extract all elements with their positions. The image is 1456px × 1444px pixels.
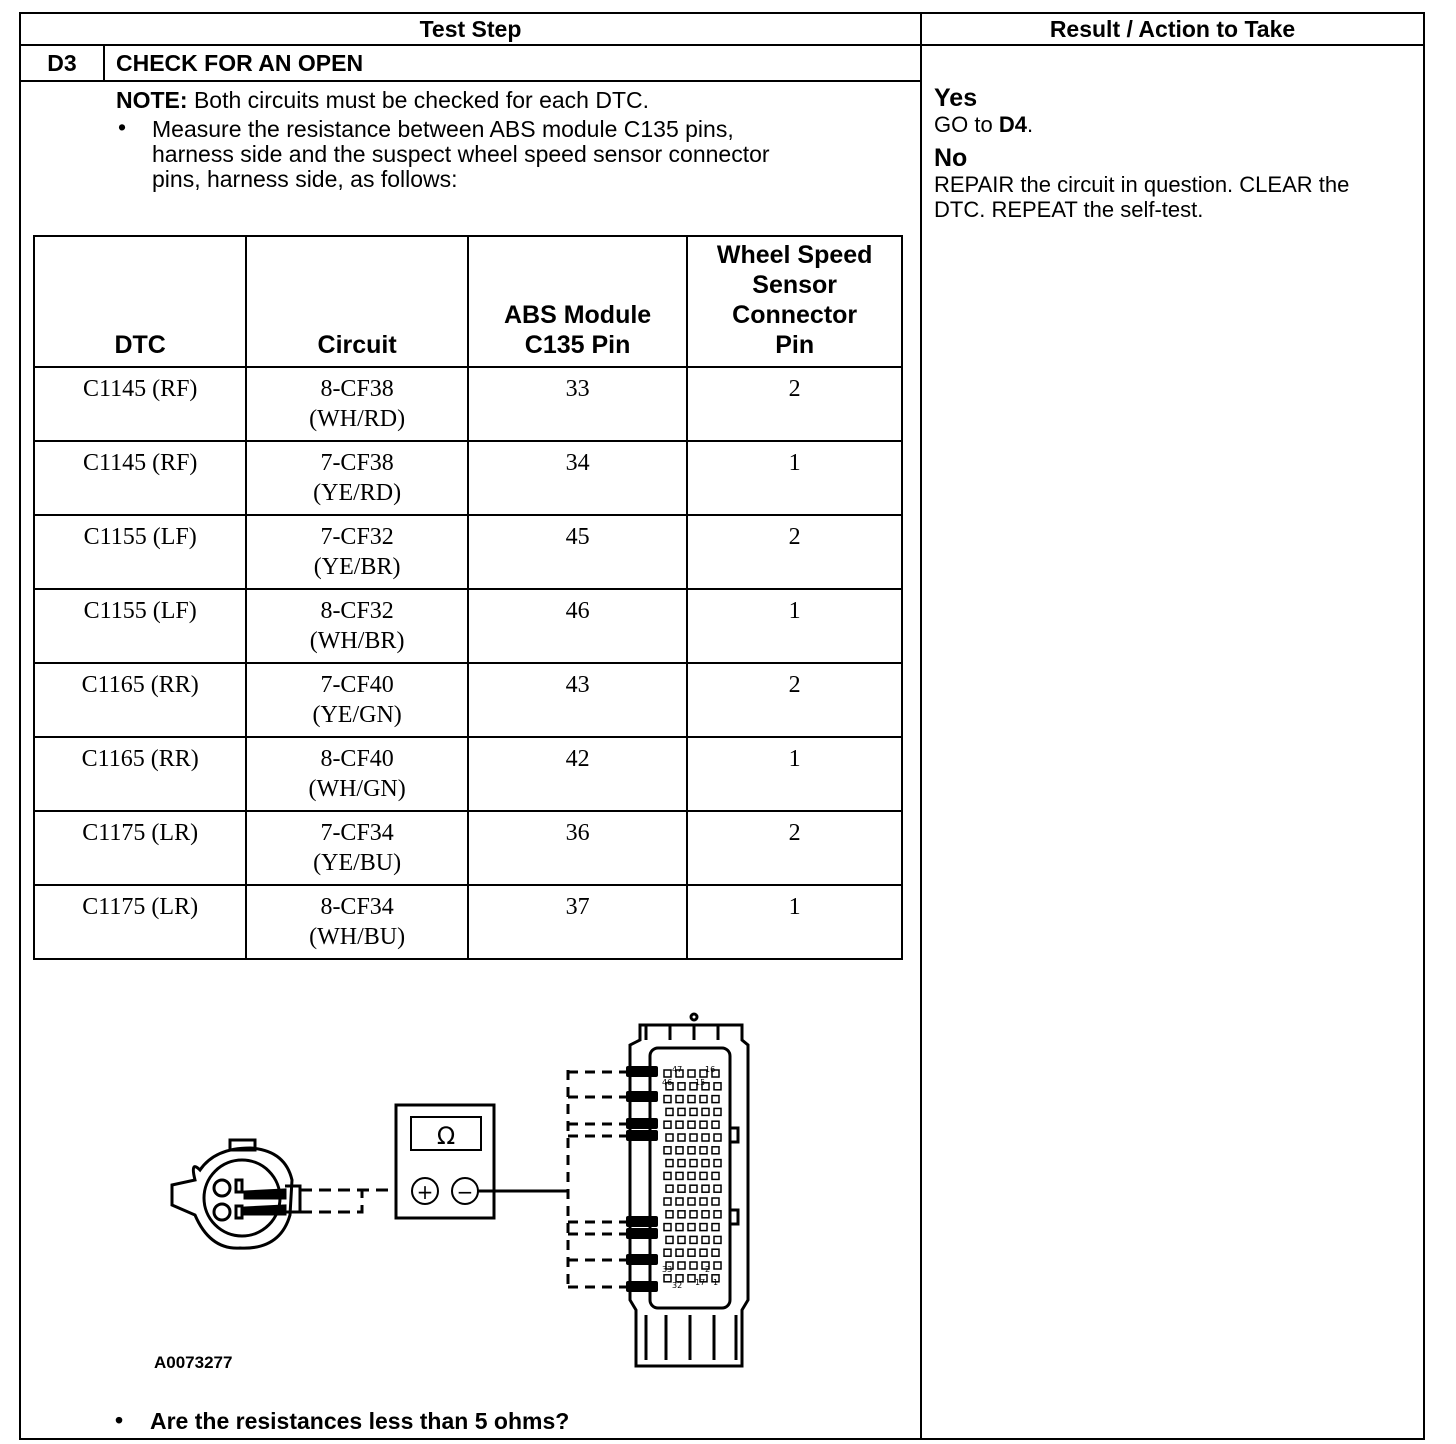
column-divider	[920, 12, 922, 1440]
table-header-row	[34, 236, 902, 367]
table-row	[34, 367, 902, 441]
bullet-dot: •	[118, 114, 127, 140]
minus-terminal: −	[456, 1180, 474, 1204]
frame-left	[19, 12, 21, 1440]
measure-line-1: Measure the resistance between ABS module C135 pins,	[152, 116, 734, 142]
step-id-divider	[103, 44, 105, 82]
measure-instruction	[152, 117, 770, 192]
note-label: NOTE:	[116, 87, 188, 113]
cell-dtc: C1175 (LR)	[34, 811, 246, 885]
col-dtc: DTC	[34, 236, 246, 367]
cell-wss-pin: 2	[687, 367, 902, 441]
cell-abs-pin: 34	[468, 441, 687, 515]
cell-wss-pin: 2	[687, 663, 902, 737]
note-text: Both circuits must be checked for each DTC.	[193, 87, 650, 113]
svg-text:15: 15	[695, 1078, 706, 1087]
cell-circuit: 8-CF38 (WH/RD)	[246, 367, 467, 441]
header-test-step: Test Step	[419, 16, 522, 42]
svg-text:2: 2	[705, 1265, 711, 1274]
sensor-lead-2	[300, 1190, 362, 1212]
cell-circuit: 7-CF34 (YE/BU)	[246, 811, 467, 885]
cell-abs-pin: 33	[468, 367, 687, 441]
frame-right	[1423, 12, 1425, 1440]
question-text: Are the resistances less than 5 ohms?	[150, 1408, 570, 1434]
result-yes-label: Yes	[934, 84, 978, 112]
svg-text:47: 47	[672, 1065, 683, 1074]
plus-terminal: +	[416, 1180, 434, 1204]
col-circuit: Circuit	[246, 236, 467, 367]
step-note	[116, 87, 649, 113]
figure-id: A0073277	[154, 1353, 233, 1372]
cell-dtc: C1155 (LF)	[34, 589, 246, 663]
col-wss-pin: Wheel Speed Sensor Connector Pin	[687, 236, 902, 367]
measure-line-2: harness side and the suspect wheel speed sensor connector	[152, 141, 770, 167]
cell-dtc: C1165 (RR)	[34, 737, 246, 811]
yes-end: .	[1026, 112, 1034, 137]
header-result-action: Result / Action to Take	[1049, 16, 1296, 42]
question-bullet: •	[115, 1407, 124, 1433]
table-row	[34, 663, 902, 737]
frame-bottom	[19, 1438, 1425, 1440]
cell-circuit: 8-CF32 (WH/BR)	[246, 589, 467, 663]
step-title-divider	[19, 80, 922, 82]
dtc-pin-table	[33, 235, 903, 960]
svg-text:16: 16	[705, 1065, 716, 1074]
result-no-text	[934, 172, 1349, 222]
cell-abs-pin: 43	[468, 663, 687, 737]
cell-dtc: C1145 (RF)	[34, 367, 246, 441]
svg-text:46: 46	[662, 1078, 673, 1087]
cell-wss-pin: 2	[687, 811, 902, 885]
col-abs-pin: ABS Module C135 Pin	[468, 236, 687, 367]
svg-text:32: 32	[672, 1281, 683, 1290]
cell-wss-pin: 1	[687, 737, 902, 811]
ohm-symbol: Ω	[436, 1122, 456, 1150]
result-yes-text	[934, 112, 1033, 138]
cell-circuit: 7-CF32 (YE/BR)	[246, 515, 467, 589]
cell-dtc: C1165 (RR)	[34, 663, 246, 737]
table-row	[34, 811, 902, 885]
cell-dtc: C1155 (LF)	[34, 515, 246, 589]
cell-circuit: 8-CF40 (WH/GN)	[246, 737, 467, 811]
cell-abs-pin: 42	[468, 737, 687, 811]
cell-circuit: 7-CF40 (YE/GN)	[246, 663, 467, 737]
cell-circuit: 7-CF38 (YE/RD)	[246, 441, 467, 515]
measure-line-3: pins, harness side, as follows:	[152, 166, 458, 192]
step-title: CHECK FOR AN OPEN	[116, 50, 364, 76]
wiring-figure	[150, 1010, 790, 1380]
table-row	[34, 885, 902, 959]
step-id: D3	[47, 50, 77, 76]
svg-text:33: 33	[662, 1265, 673, 1274]
wheel-speed-sensor-connector-icon	[172, 1140, 300, 1248]
cell-abs-pin: 45	[468, 515, 687, 589]
cell-circuit: 8-CF34 (WH/BU)	[246, 885, 467, 959]
cell-wss-pin: 1	[687, 589, 902, 663]
cell-dtc: C1175 (LR)	[34, 885, 246, 959]
table-row	[34, 441, 902, 515]
cell-abs-pin: 37	[468, 885, 687, 959]
no-line-1: REPAIR the circuit in question. CLEAR the	[934, 172, 1350, 197]
cell-wss-pin: 1	[687, 441, 902, 515]
yes-go-to: GO to	[934, 112, 993, 137]
table-row	[34, 589, 902, 663]
cell-abs-pin: 36	[468, 811, 687, 885]
result-no-label: No	[934, 144, 968, 172]
yes-ref: D4	[998, 112, 1027, 137]
cell-dtc: C1145 (RF)	[34, 441, 246, 515]
svg-text:17: 17	[695, 1278, 706, 1287]
svg-text:1: 1	[713, 1278, 719, 1287]
no-line-2: DTC. REPEAT the self-test.	[934, 197, 1204, 222]
cell-wss-pin: 2	[687, 515, 902, 589]
cell-abs-pin: 46	[468, 589, 687, 663]
table-row	[34, 515, 902, 589]
ohmmeter-icon	[396, 1105, 494, 1218]
table-row	[34, 737, 902, 811]
cell-wss-pin: 1	[687, 885, 902, 959]
